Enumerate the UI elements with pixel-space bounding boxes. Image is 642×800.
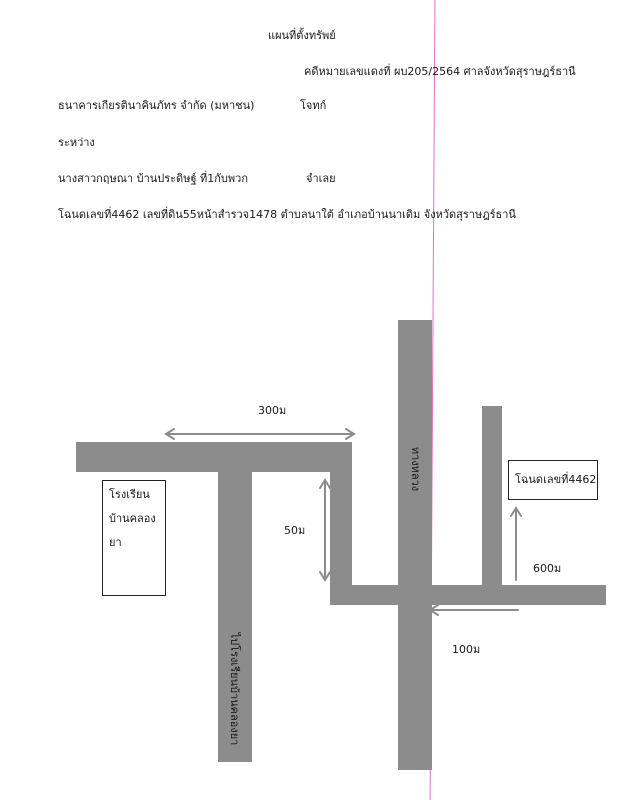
- distance-middle-label: 50ม: [284, 524, 306, 537]
- deed-box-label: โฉนดเลขที่4462: [515, 473, 597, 486]
- distance-bottom-label: 100ม: [452, 643, 481, 656]
- between-label: ระหว่าง: [58, 136, 95, 149]
- highway-label: ทางหลวง: [409, 446, 422, 492]
- defendant-name: นางสาวกฤษณา บ้านประดิษฐ์ ที่1กับพวก: [58, 172, 249, 185]
- branch-road-label: ไปโรงเรียนบ้านคลองยา: [228, 632, 241, 746]
- arrow-right-up: [511, 508, 521, 580]
- school-label-line3: ยา: [109, 536, 122, 549]
- school-label-line2: บ้านคลอง: [109, 512, 156, 525]
- school-label-line1: โรงเรียน: [109, 488, 150, 501]
- distance-top-label: 300ม: [258, 404, 287, 417]
- plaintiff-role: โจทก์: [300, 99, 327, 112]
- plaintiff-name: ธนาคารเกียรตินาคินภัทร จำกัด (มหาชน): [58, 99, 255, 112]
- arrow-top-double: [166, 429, 354, 439]
- page-title: แผนที่ตั้งทรัพย์: [268, 29, 336, 42]
- arrow-middle-double: [320, 480, 330, 580]
- deed-description: โฉนดเลขที่4462 เลขที่ดิน55หน้าสำรวจ1478 ตำบลนาใต้ อำเภอบ้านนาเดิม จังหวัดสุราษฎร์ธานี: [58, 208, 516, 221]
- distance-right-label: 600ม: [533, 562, 562, 575]
- defendant-role: จำเลย: [306, 172, 336, 185]
- arrow-bottom-left: [430, 605, 518, 615]
- case-number: คดีหมายเลขแดงที่ ผบ205/2564 ศาลจังหวัดสุราษฎร์ธานี: [304, 65, 576, 78]
